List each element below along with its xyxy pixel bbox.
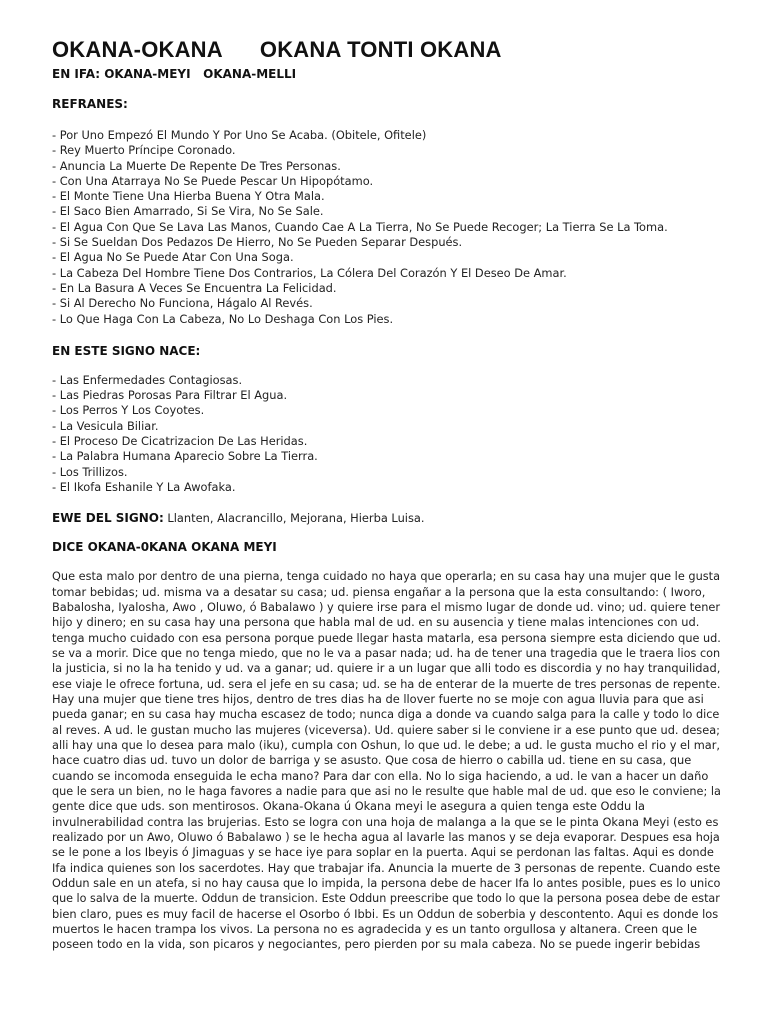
dice-text-line: se va a morir. Dice que no tenga miedo, que no le va a pasar nada; ud. ha de tener una tragedia que le traera lios con [52, 646, 721, 660]
nace-item: - La Palabra Humana Aparecio Sobre La Tierra. [52, 449, 318, 464]
nace-item: - Las Enfermedades Contagiosas. [52, 372, 243, 387]
nace-item: - Los Perros Y Los Coyotes. [52, 403, 205, 418]
refran-item: - Por Uno Empezó El Mundo Y Por Uno Se Acaba. (Obitele, Ofitele) [52, 128, 427, 142]
dice-text-line: Que esta malo por dentro de una pierna, tenga cuidado no haya que operarla; en su casa hay una mujer que le gusta [52, 569, 720, 584]
refran-item: - Si Al Derecho No Funciona, Hágalo Al Revés. [52, 296, 313, 311]
refran-item: - El Monte Tiene Una Hierba Buena Y Otra Mala. [52, 189, 325, 204]
dice-text-line: se le pone a los Ibeyis ó Jimaguas y se hace iye para soplar en la puerta. Aqui se perdonan las faltas. Aqui es donde [52, 845, 714, 860]
nace-list [52, 373, 720, 495]
dice-text-line: que lo salva de la muerte. Oddun de transicion. Este Oddun preescribe que todo lo que la persona posea debe de estar [52, 892, 720, 906]
refran-item: - Rey Muerto Príncipe Coronado. [52, 143, 236, 158]
dice-text-line: pueda ganar; en su casa hay mucha escasez de todo; nunca diga a donde va cuando salga para la calle y todo lo dice [52, 708, 720, 722]
nace-item: - La Vesicula Biliar. [52, 418, 159, 433]
refran-item: - El Saco Bien Amarrado, Si Se Vira, No Se Sale. [52, 204, 324, 219]
refran-item: - Anuncia La Muerte De Repente De Tres Personas. [52, 158, 341, 173]
refranes-heading: REFRANES: [52, 97, 128, 111]
ewe-label: EWE DEL SIGNO: [52, 511, 164, 526]
document-title: OKANA-OKANA OKANA TONTI OKANA [52, 37, 502, 62]
nace-heading: EN ESTE SIGNO NACE: [52, 343, 201, 358]
refran-item: - Con Una Atarraya No Se Puede Pescar Un Hipopótamo. [52, 173, 374, 188]
dice-text-line: que le sera un bien, no le haga favores a nadie para que asi no le resulte que hable mal de ud. que eso le conviene; la [52, 785, 721, 799]
nace-item: - El Ikofa Eshanile Y La Awofaka. [52, 479, 236, 494]
dice-text-line: bien claro, pues es muy facil de hacerse el Osorbo ó Ibbi. Es un Oddun de soberbia y descontento. Aqui es donde los [52, 906, 719, 921]
dice-text-line: Hay una mujer que tiene tres hijos, dentro de tres dias ha de llover fuerte no se moje con agua lluvia para que asi [52, 691, 704, 706]
document-page [52, 36, 720, 953]
dice-text-line: muertos le hacen trampa los vivos. La persona no es agradecida y es un tanto orgullosa y altanera. Creen que le [52, 922, 697, 937]
dice-text-line: la justicia, si no la ha tenido y ud. va a ganar; ud. quiere ir a un lugar que alli todo es discordia y no hay tranquilidad, [52, 661, 721, 676]
dice-text-line: Ifa indica quienes son los sacerdotes. Hay que trabajar ifa. Anuncia la muerte de 3 personas de repente. Cuando este [52, 860, 721, 875]
refran-item: - Si Se Sueldan Dos Pedazos De Hierro, No Se Pueden Separar Después. [52, 235, 463, 250]
dice-text-line: realizado por un Awo, Oluwo ó Babalawo ) se le hecha agua al lavarle las manos y se deja evaporar. Despues esa hoja [52, 831, 720, 845]
dice-text-line: invulnerabilidad contra las brujerias. Esto se logra con una hoja de malanga a la que se le pinta Okana Meyi (esto es [52, 814, 719, 829]
nace-item: - Los Trillizos. [52, 464, 128, 479]
refranes-list [52, 128, 720, 327]
refran-item: - La Cabeza Del Hombre Tiene Dos Contrarios, La Cólera Del Corazón Y El Deseo De Amar. [52, 265, 567, 280]
dice-text-line: tomar bebidas; ud. misma va a desatar su casa; ud. piensa engañar a la persona que la esta consultando: ( Iworo, [52, 584, 706, 599]
dice-text-line: ese viaje le ofrece fortuna, ud. sera el jefe en su casa; ud. se ha de enterar de la muerte de tres personas de repente. [52, 677, 721, 691]
refran-item: - El Agua Con Que Se Lava Las Manos, Cuando Cae A La Tierra, No Se Puede Recoger; La Tierra Se La Toma. [52, 219, 668, 234]
dice-text-line: cuando se incomoda enseguida le echa mano? Para dar con ella. No lo siga haciendo, a ud. le van a hacer un daño [52, 768, 709, 783]
dice-text-line: al reves. A ud. le gustan mucho las mujeres (viceversa). Ud. quiere saber si le conviene ir a ese punto que ud. desea; [52, 722, 720, 737]
dice-text-line: hijo y dinero; en su casa hay una persona que habla mal de ud. en su ausencia y tiene malas intenciones con ud. [52, 615, 700, 630]
refran-item: - Lo Que Haga Con La Cabeza, No Lo Deshaga Con Los Pies. [52, 311, 394, 326]
dice-text-line: poseen todo en la vida, son picaros y negociantes, pero pierden por su mala cabeza. No se puede ingerir bebidas [52, 937, 701, 952]
refran-item: - En La Basura A Veces Se Encuentra La Felicidad. [52, 280, 337, 295]
dice-text-line: alli hay una que lo desea para malo (iku), cumpla con Oshun, lo que ud. le debe; a ud. le gusta mucho el rio y el mar, [52, 738, 721, 753]
dice-heading: DICE OKANA-0KANA OKANA MEYI [52, 540, 277, 555]
dice-paragraph [52, 569, 720, 953]
dice-text-line: hace cuatro dias ud. tuvo un dolor de barriga y se asusto. Que cosa de hierro o cabilla ud. tiene en su casa, que [52, 753, 692, 768]
refran-item: - El Agua No Se Puede Atar Con Una Soga. [52, 250, 294, 265]
dice-text-line: tenga mucho cuidado con esa persona porque puede llegar hasta matarla, esa persona siempre esta diciendo que ud. [52, 631, 721, 645]
document-subtitle: EN IFA: OKANA-MEYI OKANA-MELLI [52, 67, 297, 81]
dice-text-line: Babalosha, Iyalosha, Awo , Oluwo, ó Babalawo ) y quiere irse para el mismo lugar de donde ud. vino; ud. quiere tener [52, 599, 721, 614]
dice-text-line: Oddun sale en un atefa, si no hay causa que lo impida, la persona debe de hacer Ifa lo antes posible, pues es lo unico [52, 877, 721, 891]
nace-item: - Las Piedras Porosas Para Filtrar El Agua. [52, 388, 288, 403]
ewe-text: Llanten, Alacrancillo, Mejorana, Hierba Luisa. [163, 511, 425, 526]
dice-text-line: gente dice que uds. son mentirosos. Okana-Okana ú Okana meyi le asegura a quien tenga este Oddu la [52, 799, 645, 814]
ewe-paragraph [52, 510, 720, 526]
nace-item: - El Proceso De Cicatrizacion De Las Heridas. [52, 434, 308, 449]
